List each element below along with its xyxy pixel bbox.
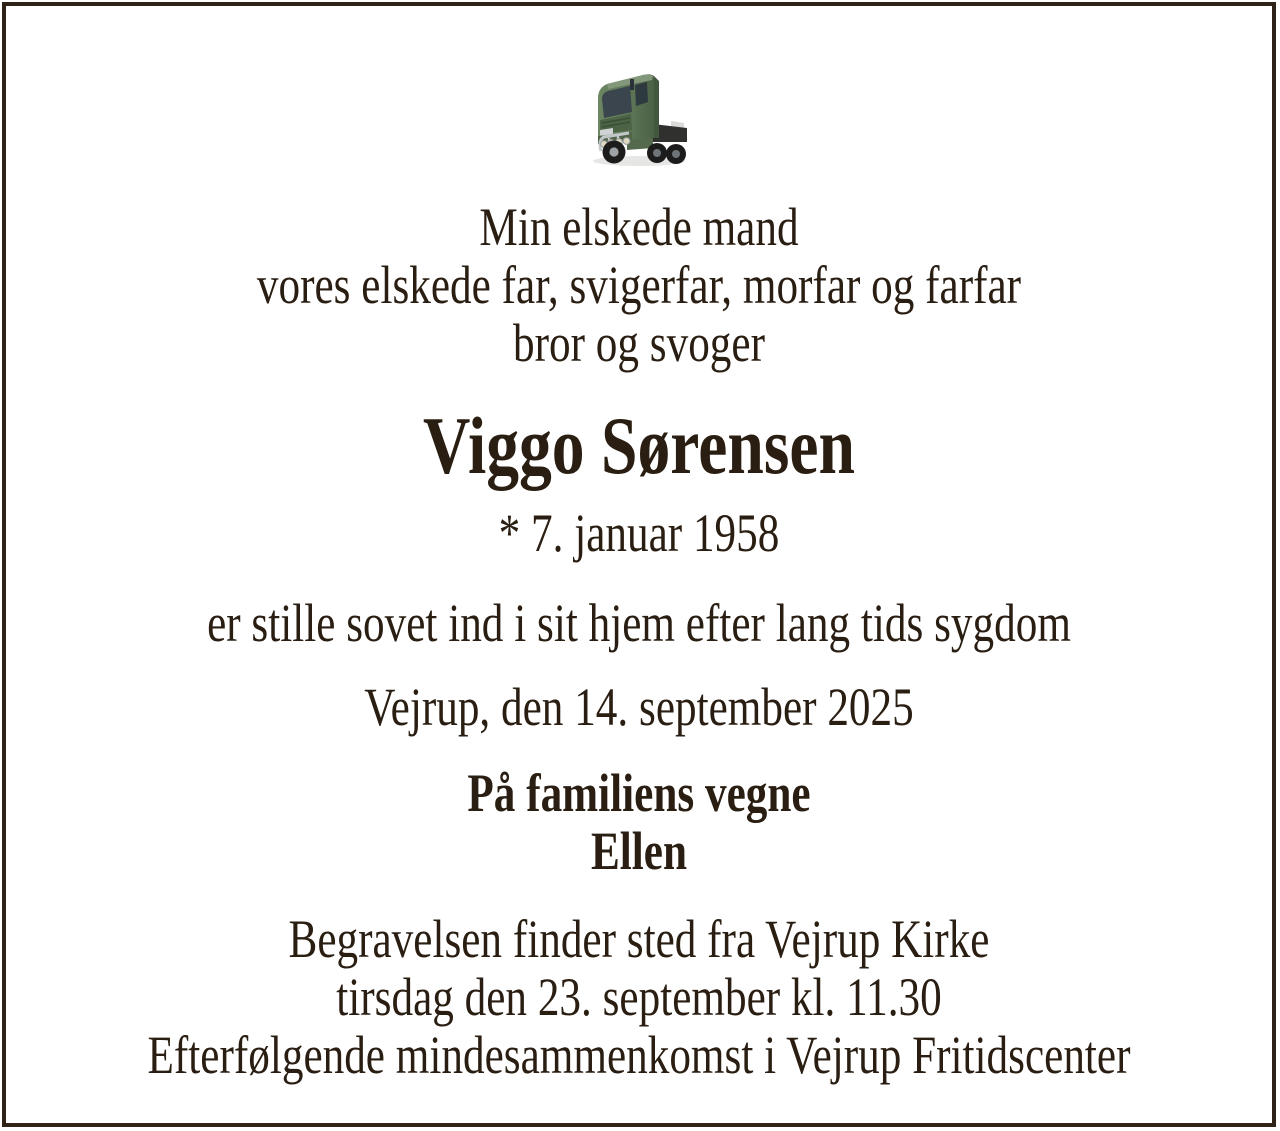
green-truck-icon — [583, 54, 695, 170]
intro-line-1: Min elskede mand — [479, 197, 799, 257]
funeral-block — [133, 910, 1146, 1084]
intro-line-2: vores elskede far, svigerfar, morfar og farfar — [256, 255, 1022, 315]
notice-border-frame — [2, 2, 1276, 1127]
family-name: Ellen — [590, 821, 688, 881]
funeral-line-3: Efterfølgende mindesammenkomst i Vejrup Fritidscenter — [147, 1025, 1131, 1085]
family-block — [133, 764, 1146, 880]
intro-block — [133, 198, 1146, 372]
birth-date-line: * 7. januar 1958 — [498, 503, 780, 563]
death-notice — [6, 54, 1272, 1084]
funeral-line-2: tirsdag den 23. september kl. 11.30 — [336, 967, 942, 1027]
family-heading: På familiens vegne — [467, 763, 811, 823]
deceased-name: Viggo Sørensen — [423, 400, 855, 491]
place-date-line: Vejrup, den 14. september 2025 — [364, 677, 914, 737]
death-circumstance-line: er stille sovet ind i sit hjem efter lang tids sygdom — [207, 593, 1071, 653]
funeral-line-1: Begravelsen finder sted fra Vejrup Kirke — [288, 909, 990, 969]
truck-photo — [583, 54, 695, 170]
intro-line-3: bror og svoger — [513, 313, 765, 373]
